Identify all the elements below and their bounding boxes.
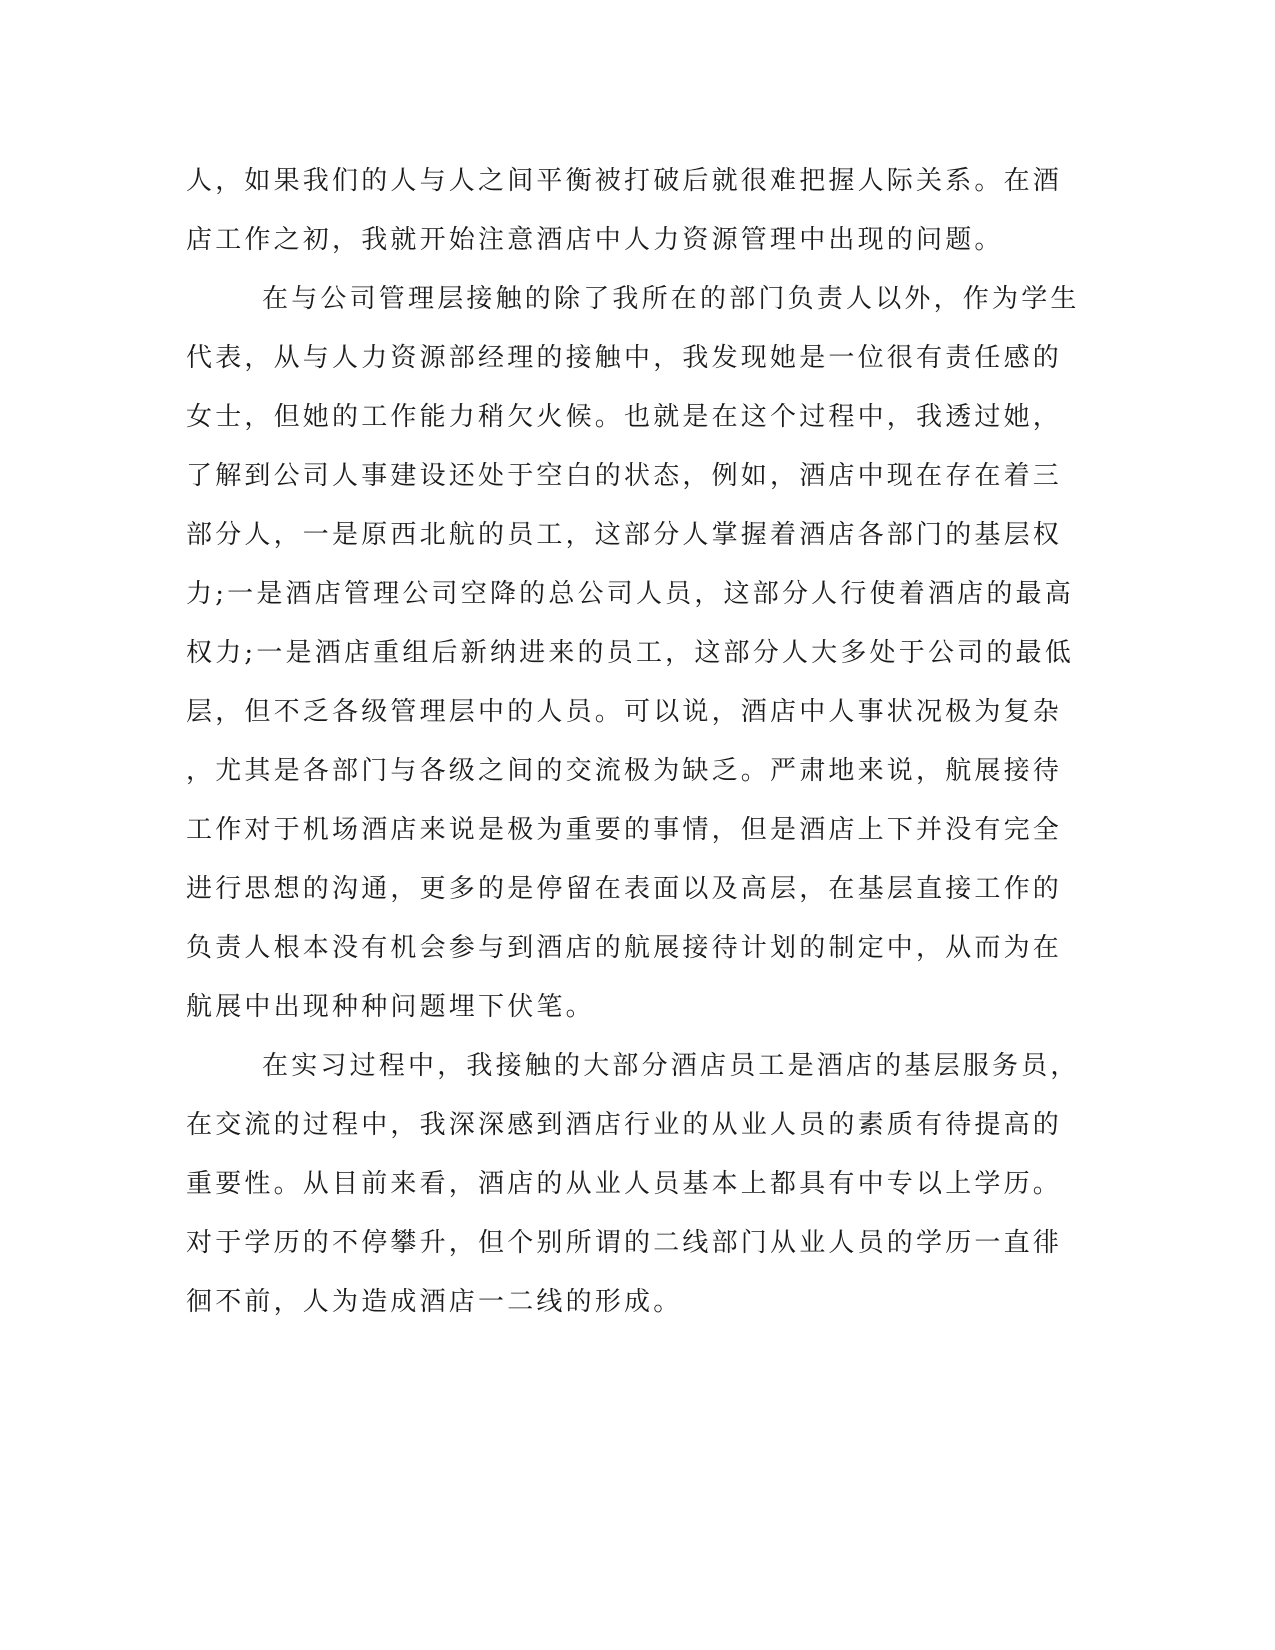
text-line: 女士，但她的工作能力稍欠火候。也就是在这个过程中，我透过她，: [186, 402, 1063, 432]
text-line: 负责人根本没有机会参与到酒店的航展接待计划的制定中，从而为在: [186, 933, 1063, 963]
paragraph-start-line: 在与公司管理层接触的除了我所在的部门负责人以外，作为学生: [262, 284, 1080, 314]
text-line: 人，如果我们的人与人之间平衡被打破后就很难把握人际关系。在酒: [186, 166, 1063, 196]
text-line: ，尤其是各部门与各级之间的交流极为缺乏。严肃地来说，航展接待: [186, 756, 1063, 786]
text-line: 店工作之初，我就开始注意酒店中人力资源管理中出现的问题。: [186, 225, 1004, 255]
text-line: 了解到公司人事建设还处于空白的状态，例如，酒店中现在存在着三: [186, 461, 1063, 491]
text-line: 力;一是酒店管理公司空降的总公司人员，这部分人行使着酒店的最高: [186, 579, 1074, 609]
text-line: 徊不前，人为造成酒店一二线的形成。: [186, 1287, 683, 1317]
text-line: 工作对于机场酒店来说是极为重要的事情，但是酒店上下并没有完全: [186, 815, 1063, 845]
text-line: 在交流的过程中，我深深感到酒店行业的从业人员的素质有待提高的: [186, 1110, 1063, 1140]
text-line: 权力;一是酒店重组后新纳进来的员工，这部分人大多处于公司的最低: [186, 638, 1074, 668]
paragraph-start-line: 在实习过程中，我接触的大部分酒店员工是酒店的基层服务员，: [262, 1051, 1080, 1081]
text-line: 进行思想的沟通，更多的是停留在表面以及高层，在基层直接工作的: [186, 874, 1063, 904]
text-line: 层，但不乏各级管理层中的人员。可以说，酒店中人事状况极为复杂: [186, 697, 1063, 727]
text-line: 航展中出现种种问题埋下伏笔。: [186, 992, 595, 1022]
text-line: 对于学历的不停攀升，但个别所谓的二线部门从业人员的学历一直徘: [186, 1228, 1063, 1258]
text-line: 重要性。从目前来看，酒店的从业人员基本上都具有中专以上学历。: [186, 1169, 1063, 1199]
text-line: 代表，从与人力资源部经理的接触中，我发现她是一位很有责任感的: [186, 343, 1063, 373]
text-line: 部分人，一是原西北航的员工，这部分人掌握着酒店各部门的基层权: [186, 520, 1063, 550]
